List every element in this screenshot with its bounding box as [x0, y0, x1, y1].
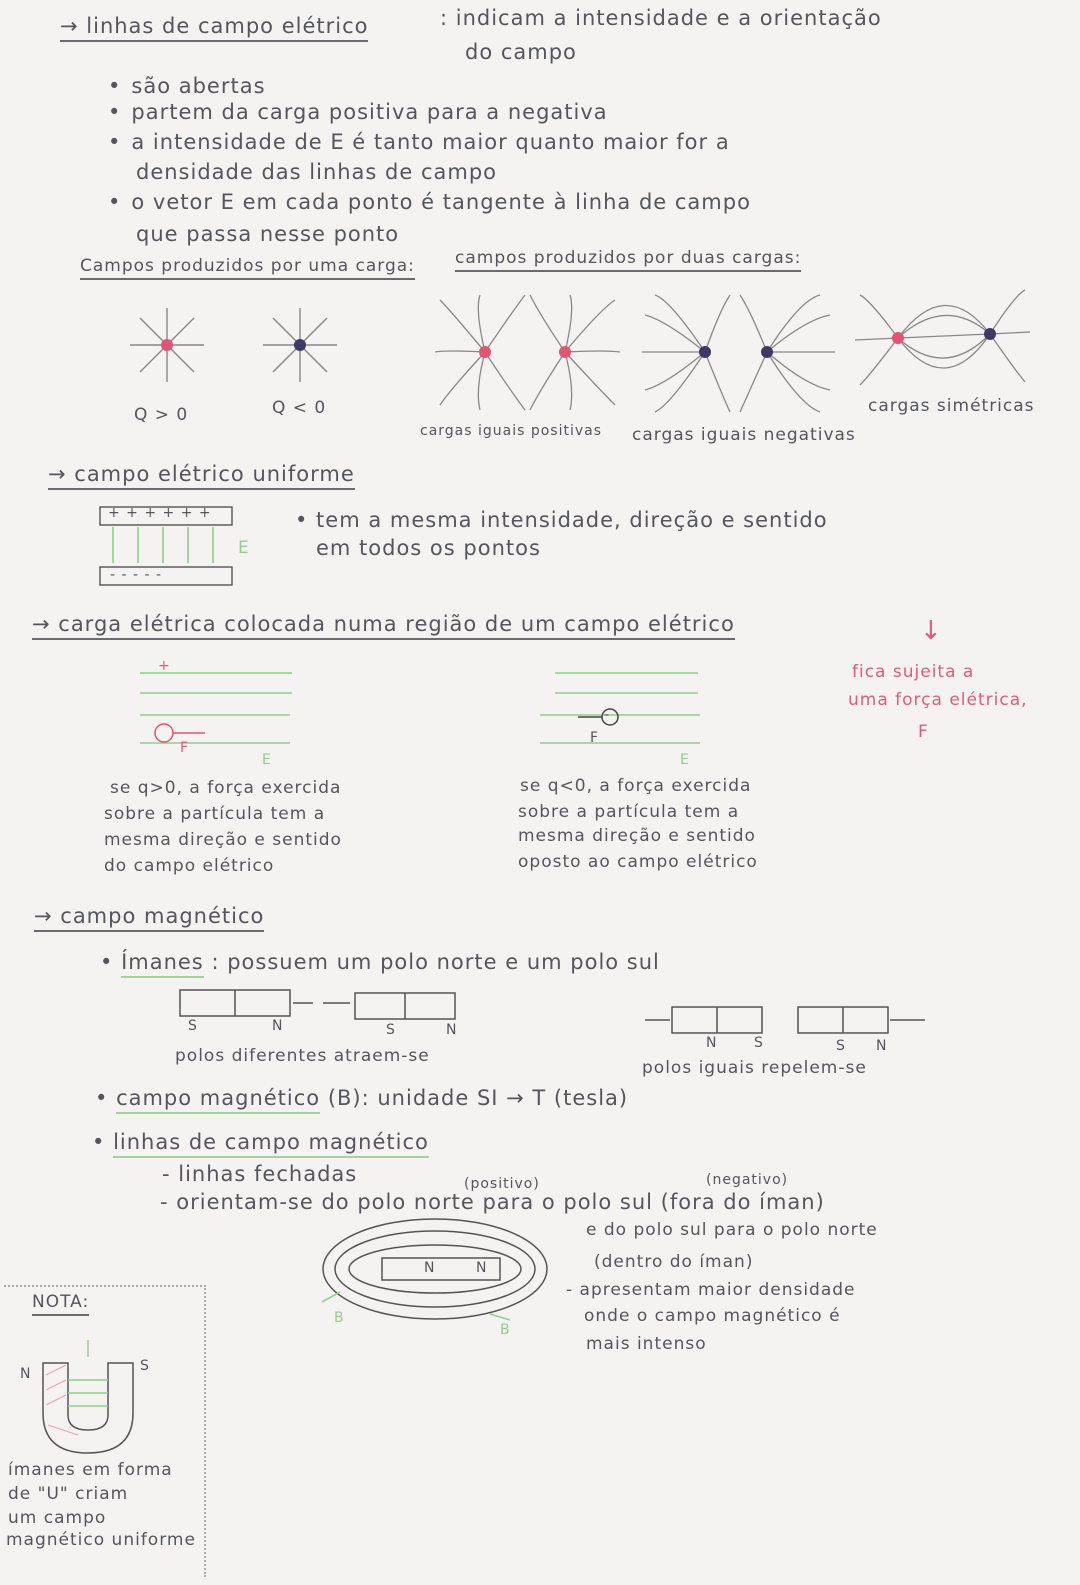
negative-charge-field-diagram — [540, 665, 710, 765]
attracting-magnets — [175, 985, 475, 1030]
magnetic-lines-density-3: mais intenso — [586, 1334, 707, 1354]
bullet-direction: • partem da carga positiva para a negativa — [108, 100, 608, 124]
note-text-4: magnético uniforme — [6, 1530, 196, 1550]
magnetic-field-word: campo magnético — [116, 1086, 320, 1114]
bullet-open: • são abertas — [108, 74, 266, 98]
repel-pole-s-1: S — [754, 1035, 764, 1051]
negative-case-text-2: sobre a partícula tem a — [518, 802, 740, 822]
magnetic-lines-word: linhas de campo magnético — [113, 1130, 429, 1158]
attract-label: polos diferentes atraem-se — [175, 1046, 430, 1066]
plate-top-signs: + + + + + + — [108, 505, 212, 521]
magnetic-field-unit: (B): unidade SI → T (tesla) — [327, 1086, 629, 1110]
one-charge-title: Campos produzidos por uma carga: — [80, 256, 415, 276]
charge-in-field-heading: → carga elétrica colocada numa região de um campo elétrico — [32, 612, 735, 636]
magnets-definition: : possuem um polo norte e um polo sul — [211, 950, 660, 974]
negative-charge-field — [263, 308, 337, 382]
magnetic-lines-orientation-3: (dentro do íman) — [594, 1252, 754, 1272]
repelling-magnets — [640, 1000, 940, 1045]
note-negative: (negativo) — [706, 1172, 789, 1188]
bar-magnet-n: N — [424, 1260, 436, 1276]
negative-case-text-1: se q<0, a força exercida — [520, 776, 752, 796]
field-lines-heading: → linhas de campo elétrico — [60, 14, 368, 38]
positive-particle — [155, 724, 173, 742]
bar-magnet-n-2: N — [476, 1260, 488, 1276]
u-magnet-n: N — [20, 1366, 32, 1382]
equal-positive-charges — [435, 295, 620, 410]
repel-pole-n-2: N — [876, 1038, 888, 1054]
magnetic-field-heading: → campo magnético — [34, 904, 264, 928]
label-q-negative: Q < 0 — [272, 398, 327, 418]
label-equal-positive: cargas iguais positivas — [420, 423, 603, 439]
positive-charge-field-diagram — [140, 665, 310, 765]
field-lines-definition-cont: do campo — [465, 40, 577, 64]
bar-magnet-field-diagram — [310, 1222, 550, 1332]
force-result-symbol: F — [918, 722, 929, 742]
bullet-tangent: • o vetor E em cada ponto é tangente à linha de campo — [108, 190, 751, 214]
attract-pole-n-2: N — [446, 1022, 458, 1038]
magnetic-lines-closed: - linhas fechadas — [162, 1162, 358, 1186]
positive-sign: + — [158, 658, 171, 674]
uniform-field-label: E — [238, 538, 250, 558]
repel-pole-s-2: S — [836, 1038, 846, 1054]
negative-case-text-3: mesma direção e sentido — [518, 826, 756, 846]
force-label-right: F — [590, 730, 600, 746]
two-charge-title: campos produzidos por duas cargas: — [455, 248, 801, 268]
attract-pole-s-1: S — [188, 1018, 198, 1034]
note-text-3: um campo — [8, 1508, 107, 1528]
down-arrow-icon: ↓ — [920, 616, 943, 646]
negative-sign: - — [604, 707, 611, 723]
negative-case-text-4: oposto ao campo elétrico — [518, 852, 758, 872]
uniform-field-heading: → campo elétrico uniforme — [48, 462, 355, 486]
force-label-left: F — [180, 740, 190, 756]
positive-case-text-3: mesma direção e sentido — [104, 830, 342, 850]
uniform-field-arrows — [113, 527, 213, 563]
magnetic-lines-orientation-2: e do polo sul para o polo norte — [586, 1220, 878, 1240]
attract-pole-n-1: N — [272, 1018, 284, 1034]
uniform-field-desc: • tem a mesma intensidade, direção e sentido — [295, 508, 828, 532]
bullet-tangent-cont: que passa nesse ponto — [136, 222, 400, 246]
repel-pole-n-1: N — [706, 1035, 718, 1051]
b-label-right: B — [500, 1322, 511, 1338]
bullet-intensity: • a intensidade de E é tanto maior quanto maior for a — [108, 130, 730, 154]
magnetic-lines-density: - apresentam maior densidade — [566, 1280, 856, 1300]
field-lines-definition: : indicam a intensidade e a orientação — [440, 6, 882, 30]
attract-pole-s-2: S — [386, 1022, 396, 1038]
label-symmetric: cargas simétricas — [868, 396, 1035, 416]
magnetic-lines-orientation: - orientam-se do polo norte para o polo sul (fora do íman) — [160, 1190, 825, 1214]
note-text-1: ímanes em forma — [8, 1460, 173, 1480]
label-q-positive: Q > 0 — [134, 405, 189, 425]
force-result-line2: uma força elétrica, — [848, 690, 1028, 710]
bullet-intensity-cont: densidade das linhas de campo — [136, 160, 498, 184]
u-magnet-s: S — [140, 1358, 150, 1374]
magnetic-lines-density-2: onde o campo magnético é — [584, 1306, 841, 1326]
magnets-line: • Ímanes : possuem um polo norte e um polo sul — [100, 950, 660, 974]
positive-charge-field — [130, 308, 204, 382]
note-title: NOTA: — [32, 1292, 89, 1312]
magnetic-lines-title: • linhas de campo magnético — [92, 1130, 429, 1154]
label-equal-negative: cargas iguais negativas — [632, 425, 856, 445]
u-magnet-diagram — [38, 1335, 148, 1465]
single-charge-diagrams — [120, 300, 340, 400]
note-positive: (positivo) — [464, 1176, 540, 1192]
magnetic-field-unit-line: • campo magnético (B): unidade SI → T (tesla) — [95, 1086, 628, 1110]
positive-case-text-2: sobre a partícula tem a — [104, 804, 326, 824]
note-text-2: de "U" criam — [8, 1484, 129, 1504]
field-label-right: E — [680, 752, 690, 768]
force-result-line1: fica sujeita a — [852, 662, 975, 682]
field-label-left: E — [262, 752, 272, 768]
symmetric-charges — [855, 290, 1030, 385]
magnets-word: Ímanes — [121, 950, 204, 978]
b-label-left: B — [334, 1310, 345, 1326]
repel-label: polos iguais repelem-se — [642, 1058, 867, 1078]
equal-negative-charges — [642, 295, 835, 412]
plate-bottom-signs: - - - - - — [110, 567, 163, 583]
uniform-field-desc-cont: em todos os pontos — [316, 536, 541, 560]
positive-case-text-1: se q>0, a força exercida — [110, 778, 342, 798]
positive-case-text-4: do campo elétrico — [104, 856, 275, 876]
